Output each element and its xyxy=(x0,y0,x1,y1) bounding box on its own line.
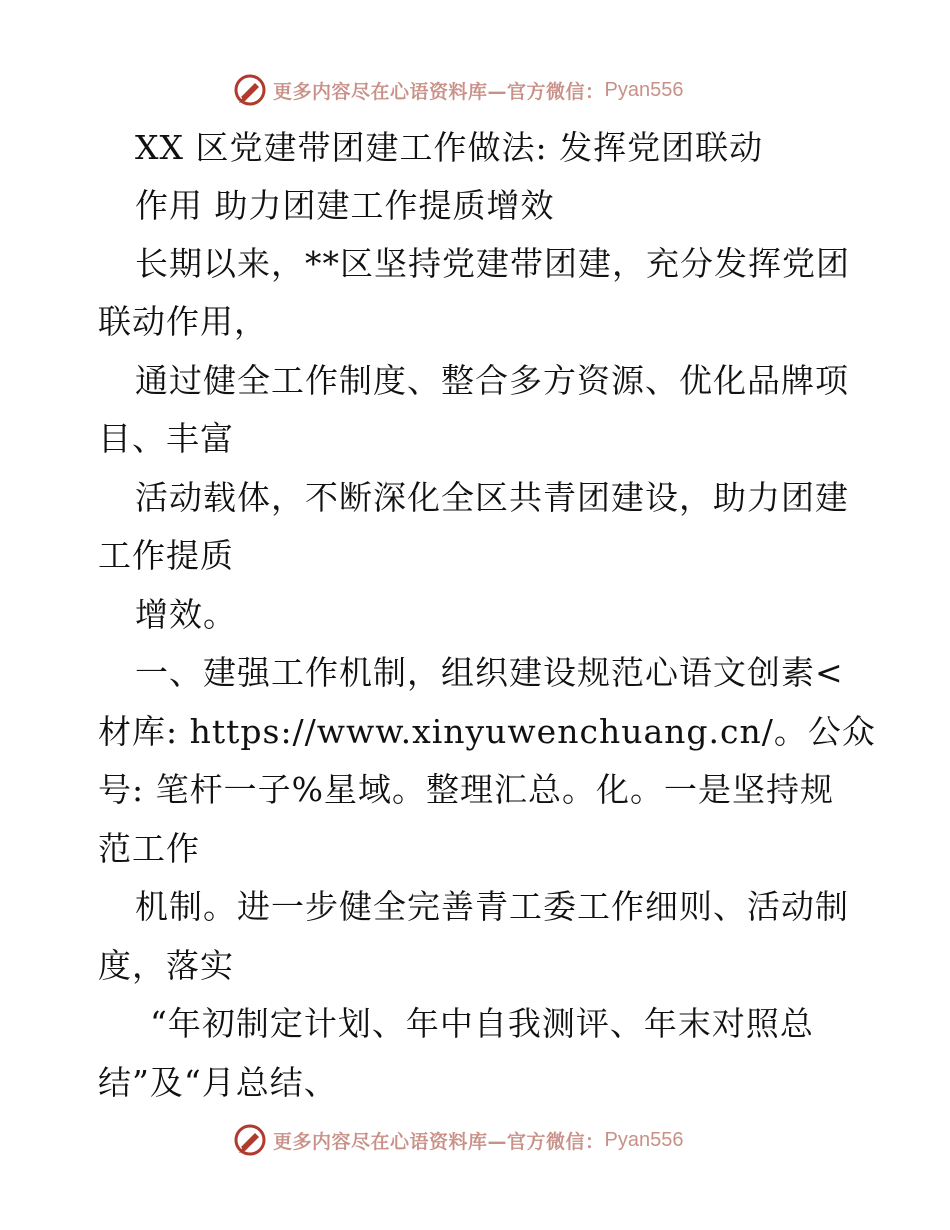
paragraph-line: 增效。 xyxy=(135,595,237,634)
paragraph-line: 通过健全工作制度、整合多方资源、优化品牌项 xyxy=(135,361,849,400)
paragraph-line: 材库: https://www.xinyuwenchuang.cn/。公众 xyxy=(98,712,876,751)
paragraph-line: 结”及“月总结、 xyxy=(98,1063,338,1102)
paragraph-line: “年初制定计划、年中自我测评、年末对照总 xyxy=(150,1004,814,1043)
paragraph-line: 目、丰富 xyxy=(98,419,234,458)
paragraph-line: 长期以来，**区坚持党建带团建，充分发挥党团 xyxy=(135,244,850,283)
paragraph-line: 范工作 xyxy=(98,829,200,868)
paragraph-line: 机制。进一步健全完善青工委工作细则、活动制 xyxy=(135,887,849,926)
paragraph-line: 联动作用， xyxy=(98,302,268,341)
paragraph-line: 号: 笔杆一子%星域。整理汇总。化。一是坚持规 xyxy=(98,770,834,809)
watermark-wechat-id: Pyan556 xyxy=(604,78,684,101)
document-title-line-1: XX 区党建带团建工作做法: 发挥党团联动 xyxy=(135,128,764,167)
pen-circle-logo-icon xyxy=(233,1123,267,1157)
pen-circle-logo-icon xyxy=(233,73,267,107)
paragraph-line: 工作提质 xyxy=(98,536,234,575)
watermark-text: 更多内容尽在心语资料库—官方微信： xyxy=(273,1130,605,1153)
paragraph-line: 活动载体，不断深化全区共青团建设，助力团建 xyxy=(135,478,849,517)
header-watermark xyxy=(233,72,683,108)
footer-watermark xyxy=(233,1122,683,1158)
paragraph-line: 一、建强工作机制，组织建设规范心语文创素< xyxy=(135,653,844,692)
paragraph-line: 度，落实 xyxy=(98,946,234,985)
document-title-line-2: 作用 助力团建工作提质增效 xyxy=(135,186,555,225)
watermark-wechat-id: Pyan556 xyxy=(604,1128,684,1151)
watermark-text: 更多内容尽在心语资料库—官方微信： xyxy=(273,80,605,103)
